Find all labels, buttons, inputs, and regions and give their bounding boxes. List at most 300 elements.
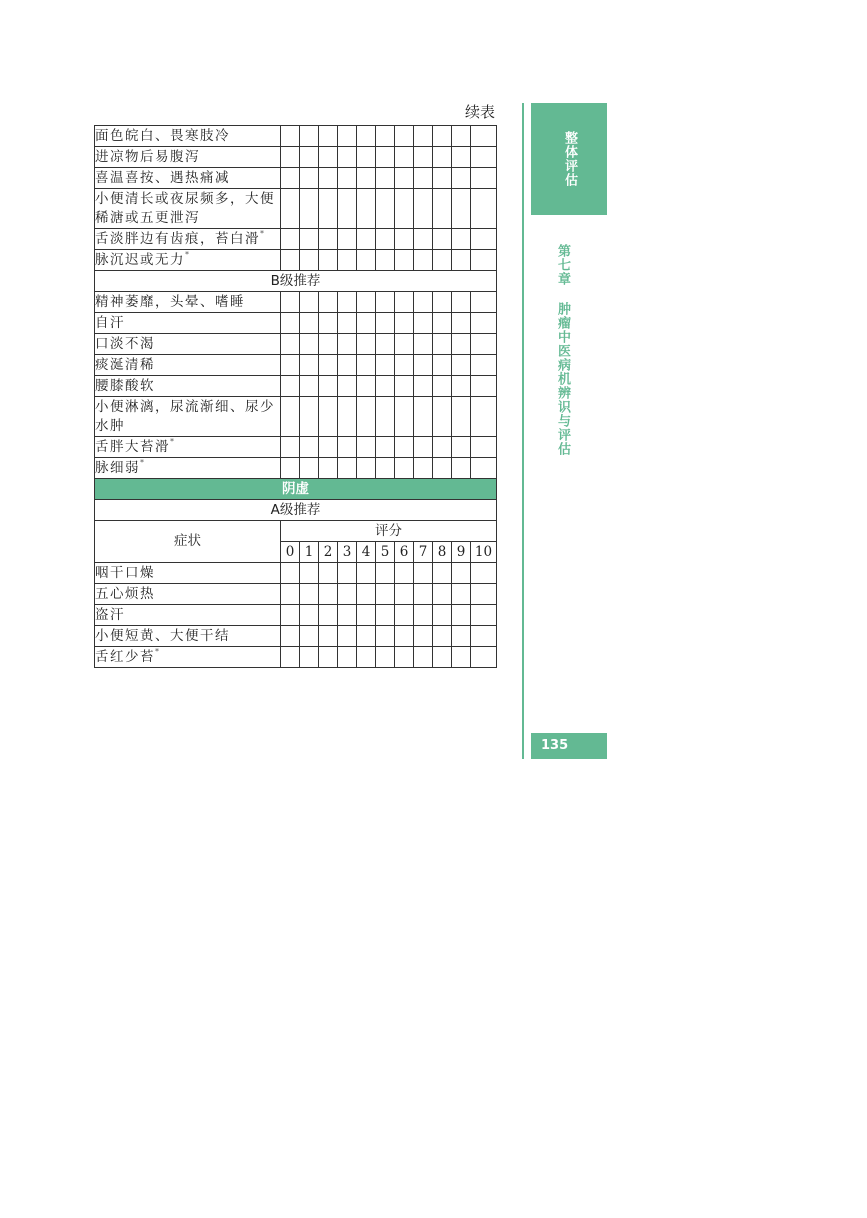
chapter-title: 肿瘤中医病机辨识与评估 (555, 302, 570, 456)
score-cell[interactable] (357, 458, 376, 479)
score-cell[interactable] (471, 313, 497, 334)
symptom-cell (95, 584, 281, 605)
section-title: 阴虚 (95, 479, 497, 500)
score-cell[interactable] (414, 250, 433, 271)
table-row (95, 397, 497, 437)
symptom-cell (95, 437, 281, 458)
score-cell[interactable] (376, 376, 395, 397)
score-number: 2 (319, 542, 338, 563)
score-cell[interactable] (319, 189, 338, 229)
score-cell[interactable] (376, 626, 395, 647)
score-cell[interactable] (281, 584, 300, 605)
score-cell[interactable] (300, 250, 319, 271)
score-cell[interactable] (433, 605, 452, 626)
a-recommend-label: A级推荐 (95, 500, 497, 521)
score-cell[interactable] (433, 376, 452, 397)
score-cell[interactable] (338, 563, 357, 584)
score-cell[interactable] (338, 229, 357, 250)
score-cell[interactable] (414, 168, 433, 189)
score-cell[interactable] (376, 334, 395, 355)
score-cell[interactable] (300, 458, 319, 479)
score-cell[interactable] (395, 189, 414, 229)
score-cell[interactable] (338, 376, 357, 397)
score-cell[interactable] (376, 229, 395, 250)
symptom-label: 脉细弱 (95, 459, 140, 476)
score-cell[interactable] (395, 563, 414, 584)
score-cell[interactable] (395, 250, 414, 271)
score-cell[interactable] (300, 334, 319, 355)
score-cell[interactable] (281, 458, 300, 479)
score-cell[interactable] (319, 584, 338, 605)
score-cell[interactable] (471, 334, 497, 355)
score-cell[interactable] (395, 292, 414, 313)
score-cell[interactable] (357, 126, 376, 147)
score-cell[interactable] (357, 168, 376, 189)
symptom-cell (95, 168, 281, 189)
symptom-label: 小便短黄、大便干结 (95, 627, 230, 644)
score-cell[interactable] (433, 397, 452, 437)
score-cell[interactable] (395, 647, 414, 668)
score-cell[interactable] (357, 313, 376, 334)
score-cell[interactable] (376, 168, 395, 189)
score-cell[interactable] (452, 334, 471, 355)
symptom-cell (95, 458, 281, 479)
score-cell[interactable] (471, 397, 497, 437)
score-cell[interactable] (338, 313, 357, 334)
symptom-label: 喜温喜按、遇热痛减 (95, 169, 230, 186)
score-cell[interactable] (357, 292, 376, 313)
score-cell[interactable] (395, 397, 414, 437)
score-cell[interactable] (338, 437, 357, 458)
score-cell[interactable] (319, 437, 338, 458)
score-cell[interactable] (414, 437, 433, 458)
score-cell[interactable] (414, 313, 433, 334)
symptom-label: 进凉物后易腹泻 (95, 148, 200, 165)
asterisk-mark: * (155, 646, 161, 656)
score-cell[interactable] (452, 605, 471, 626)
score-cell[interactable] (414, 626, 433, 647)
score-cell[interactable] (300, 647, 319, 668)
score-cell[interactable] (281, 563, 300, 584)
score-cell[interactable] (319, 626, 338, 647)
score-cell[interactable] (433, 626, 452, 647)
sidebar-chapter (555, 244, 571, 456)
score-cell[interactable] (281, 397, 300, 437)
table-row (95, 168, 497, 189)
score-cell[interactable] (281, 189, 300, 229)
symptom-cell (95, 313, 281, 334)
score-cell[interactable] (300, 229, 319, 250)
table-row (95, 355, 497, 376)
score-cell[interactable] (433, 563, 452, 584)
score-cell[interactable] (300, 126, 319, 147)
symptom-cell (95, 229, 281, 250)
sidebar-section-tab (531, 103, 607, 215)
score-cell[interactable] (471, 229, 497, 250)
score-cell[interactable] (300, 563, 319, 584)
score-header: 评分 (281, 521, 497, 542)
symptom-label: 小便淋漓，尿流渐细、尿少水肿 (95, 398, 275, 434)
asterisk-mark: * (140, 457, 146, 467)
score-cell[interactable] (433, 584, 452, 605)
score-cell[interactable] (376, 647, 395, 668)
score-cell[interactable] (281, 313, 300, 334)
score-cell[interactable] (452, 397, 471, 437)
symptom-label: 精神萎靡，头晕、嗜睡 (95, 293, 245, 310)
score-cell[interactable] (338, 584, 357, 605)
score-number: 1 (300, 542, 319, 563)
score-cell[interactable] (452, 229, 471, 250)
score-cell[interactable] (452, 147, 471, 168)
table-row (95, 334, 497, 355)
score-cell[interactable] (452, 126, 471, 147)
score-cell[interactable] (395, 168, 414, 189)
score-cell[interactable] (319, 250, 338, 271)
score-cell[interactable] (471, 437, 497, 458)
score-cell[interactable] (376, 147, 395, 168)
score-cell[interactable] (452, 437, 471, 458)
score-cell[interactable] (300, 397, 319, 437)
score-cell[interactable] (452, 168, 471, 189)
score-cell[interactable] (357, 584, 376, 605)
table-row (95, 250, 497, 271)
score-cell[interactable] (376, 189, 395, 229)
section-header-row (95, 479, 497, 500)
score-number: 6 (395, 542, 414, 563)
table-row (95, 626, 497, 647)
symptom-label: 口淡不渴 (95, 335, 155, 352)
score-cell[interactable] (395, 626, 414, 647)
score-cell[interactable] (357, 437, 376, 458)
score-cell[interactable] (414, 126, 433, 147)
sidebar-divider (522, 103, 524, 759)
score-cell[interactable] (414, 397, 433, 437)
score-number: 4 (357, 542, 376, 563)
score-cell[interactable] (319, 458, 338, 479)
score-cell[interactable] (281, 147, 300, 168)
score-cell[interactable] (433, 229, 452, 250)
score-cell[interactable] (376, 126, 395, 147)
symptom-label: 脉沉迟或无力 (95, 251, 185, 268)
symptom-label: 面色皖白、畏寒肢冷 (95, 127, 230, 144)
score-cell[interactable] (471, 189, 497, 229)
symptom-label: 舌淡胖边有齿痕，苔白滑 (95, 230, 260, 247)
score-cell[interactable] (319, 168, 338, 189)
score-cell[interactable] (414, 647, 433, 668)
score-cell[interactable] (338, 126, 357, 147)
score-cell[interactable] (338, 626, 357, 647)
score-cell[interactable] (319, 355, 338, 376)
score-cell[interactable] (471, 168, 497, 189)
score-number: 3 (338, 542, 357, 563)
score-cell[interactable] (471, 147, 497, 168)
score-cell[interactable] (338, 334, 357, 355)
score-cell[interactable] (471, 292, 497, 313)
score-cell[interactable] (471, 584, 497, 605)
score-cell[interactable] (452, 458, 471, 479)
score-cell[interactable] (395, 437, 414, 458)
score-cell[interactable] (395, 355, 414, 376)
score-cell[interactable] (395, 313, 414, 334)
table-row (95, 147, 497, 168)
score-cell[interactable] (452, 647, 471, 668)
score-cell[interactable] (433, 334, 452, 355)
score-cell[interactable] (300, 168, 319, 189)
score-cell[interactable] (281, 126, 300, 147)
score-cell[interactable] (357, 647, 376, 668)
symptom-label: 小便清长或夜尿频多，大便稀溏或五更泄泻 (95, 190, 275, 226)
table-row (95, 376, 497, 397)
score-cell[interactable] (376, 458, 395, 479)
score-cell[interactable] (452, 355, 471, 376)
symptom-label: 咽干口燥 (95, 564, 155, 581)
score-cell[interactable] (338, 168, 357, 189)
score-cell[interactable] (414, 147, 433, 168)
score-cell[interactable] (281, 334, 300, 355)
score-cell[interactable] (471, 250, 497, 271)
score-cell[interactable] (338, 189, 357, 229)
score-cell[interactable] (281, 647, 300, 668)
score-cell[interactable] (300, 292, 319, 313)
score-cell[interactable] (452, 563, 471, 584)
score-cell[interactable] (300, 313, 319, 334)
sidebar-section-label: 整体评估 (562, 131, 577, 187)
symptom-label: 自汗 (95, 314, 125, 331)
score-cell[interactable] (319, 313, 338, 334)
score-cell[interactable] (376, 355, 395, 376)
score-cell[interactable] (357, 605, 376, 626)
score-cell[interactable] (281, 292, 300, 313)
score-cell[interactable] (300, 605, 319, 626)
score-cell[interactable] (338, 250, 357, 271)
score-cell[interactable] (319, 647, 338, 668)
page-number: 135 (531, 733, 607, 759)
score-cell[interactable] (395, 229, 414, 250)
score-cell[interactable] (376, 397, 395, 437)
table-row (95, 605, 497, 626)
score-cell[interactable] (319, 147, 338, 168)
symptom-cell (95, 250, 281, 271)
score-cell[interactable] (319, 126, 338, 147)
score-cell[interactable] (300, 626, 319, 647)
score-cell[interactable] (471, 376, 497, 397)
score-cell[interactable] (471, 458, 497, 479)
score-cell[interactable] (319, 563, 338, 584)
score-cell[interactable] (414, 605, 433, 626)
score-cell[interactable] (281, 376, 300, 397)
score-number: 10 (471, 542, 497, 563)
table-row (95, 313, 497, 334)
asterisk-mark: * (170, 436, 176, 446)
symptom-label: 痰涎清稀 (95, 356, 155, 373)
score-cell[interactable] (319, 292, 338, 313)
b-recommend-label: B级推荐 (95, 271, 497, 292)
score-cell[interactable] (281, 355, 300, 376)
table-row (95, 647, 497, 668)
score-cell[interactable] (452, 189, 471, 229)
score-cell[interactable] (376, 584, 395, 605)
table-row (95, 292, 497, 313)
score-cell[interactable] (452, 313, 471, 334)
score-cell[interactable] (338, 292, 357, 313)
score-cell[interactable] (395, 376, 414, 397)
score-cell[interactable] (338, 355, 357, 376)
score-cell[interactable] (376, 605, 395, 626)
score-cell[interactable] (300, 376, 319, 397)
score-cell[interactable] (319, 397, 338, 437)
score-cell[interactable] (414, 292, 433, 313)
score-cell[interactable] (300, 355, 319, 376)
score-cell[interactable] (433, 313, 452, 334)
score-cell[interactable] (281, 250, 300, 271)
symptom-label: 盗汗 (95, 606, 125, 623)
symptom-cell (95, 605, 281, 626)
score-cell[interactable] (433, 647, 452, 668)
score-cell[interactable] (357, 563, 376, 584)
table-row (95, 584, 497, 605)
score-cell[interactable] (300, 189, 319, 229)
table-row (95, 229, 497, 250)
score-cell[interactable] (281, 437, 300, 458)
symptom-header: 症状 (95, 521, 281, 563)
symptom-cell (95, 189, 281, 229)
score-cell[interactable] (319, 334, 338, 355)
asterisk-mark: * (260, 228, 266, 238)
score-cell[interactable] (452, 626, 471, 647)
score-cell[interactable] (281, 605, 300, 626)
score-cell[interactable] (471, 647, 497, 668)
symptom-label: 腰膝酸软 (95, 377, 155, 394)
symptom-cell (95, 647, 281, 668)
symptom-cell (95, 376, 281, 397)
score-cell[interactable] (414, 584, 433, 605)
score-cell[interactable] (357, 250, 376, 271)
score-cell[interactable] (471, 626, 497, 647)
score-number: 9 (452, 542, 471, 563)
score-cell[interactable] (471, 126, 497, 147)
score-cell[interactable] (319, 376, 338, 397)
score-cell[interactable] (395, 605, 414, 626)
asterisk-mark: * (185, 249, 191, 259)
score-cell[interactable] (357, 334, 376, 355)
score-cell[interactable] (433, 250, 452, 271)
score-cell[interactable] (300, 584, 319, 605)
symptom-cell (95, 147, 281, 168)
score-cell[interactable] (414, 189, 433, 229)
score-cell[interactable] (281, 229, 300, 250)
score-cell[interactable] (395, 126, 414, 147)
score-cell[interactable] (452, 584, 471, 605)
score-cell[interactable] (357, 355, 376, 376)
score-cell[interactable] (471, 355, 497, 376)
chapter-number: 第七章 (555, 244, 570, 286)
score-cell[interactable] (414, 229, 433, 250)
score-number: 7 (414, 542, 433, 563)
score-cell[interactable] (452, 376, 471, 397)
score-cell[interactable] (357, 376, 376, 397)
score-cell[interactable] (357, 229, 376, 250)
score-cell[interactable] (395, 334, 414, 355)
score-cell[interactable] (414, 334, 433, 355)
symptom-label: 舌胖大苔滑 (95, 438, 170, 455)
score-cell[interactable] (357, 626, 376, 647)
score-cell[interactable] (395, 584, 414, 605)
symptom-cell (95, 355, 281, 376)
score-cell[interactable] (395, 147, 414, 168)
recommend-row-b (95, 271, 497, 292)
score-cell[interactable] (376, 563, 395, 584)
symptom-cell (95, 126, 281, 147)
score-cell[interactable] (414, 355, 433, 376)
table-row (95, 437, 497, 458)
score-cell[interactable] (433, 147, 452, 168)
score-cell[interactable] (338, 397, 357, 437)
score-cell[interactable] (433, 292, 452, 313)
score-cell[interactable] (414, 563, 433, 584)
score-cell[interactable] (300, 147, 319, 168)
score-cell[interactable] (376, 250, 395, 271)
score-cell[interactable] (319, 229, 338, 250)
score-cell[interactable] (338, 647, 357, 668)
score-number: 8 (433, 542, 452, 563)
table-row (95, 563, 497, 584)
symptom-label: 五心烦热 (95, 585, 155, 602)
score-cell[interactable] (433, 189, 452, 229)
score-cell[interactable] (471, 563, 497, 584)
score-cell[interactable] (452, 292, 471, 313)
score-cell[interactable] (395, 458, 414, 479)
score-cell[interactable] (357, 147, 376, 168)
recommend-row-a (95, 500, 497, 521)
score-cell[interactable] (433, 355, 452, 376)
score-cell[interactable] (414, 458, 433, 479)
score-cell[interactable] (433, 168, 452, 189)
header-row-1 (95, 521, 497, 542)
score-cell[interactable] (433, 437, 452, 458)
score-cell[interactable] (281, 626, 300, 647)
score-cell[interactable] (300, 437, 319, 458)
score-cell[interactable] (433, 126, 452, 147)
symptom-cell (95, 626, 281, 647)
table-row (95, 189, 497, 229)
score-cell[interactable] (452, 250, 471, 271)
symptom-cell (95, 563, 281, 584)
score-cell[interactable] (357, 397, 376, 437)
score-cell[interactable] (376, 437, 395, 458)
table-row (95, 126, 497, 147)
score-cell[interactable] (357, 189, 376, 229)
score-cell[interactable] (281, 168, 300, 189)
score-cell[interactable] (376, 292, 395, 313)
score-cell[interactable] (319, 605, 338, 626)
symptom-score-table (94, 125, 497, 668)
score-cell[interactable] (433, 458, 452, 479)
score-number: 0 (281, 542, 300, 563)
table-caption: 续表 (464, 103, 495, 121)
score-cell[interactable] (338, 147, 357, 168)
symptom-cell (95, 292, 281, 313)
symptom-cell (95, 397, 281, 437)
score-cell[interactable] (471, 605, 497, 626)
score-cell[interactable] (414, 376, 433, 397)
score-number: 5 (376, 542, 395, 563)
symptom-cell (95, 334, 281, 355)
score-cell[interactable] (376, 313, 395, 334)
score-cell[interactable] (338, 458, 357, 479)
score-cell[interactable] (338, 605, 357, 626)
table-row (95, 458, 497, 479)
symptom-label: 舌红少苔 (95, 648, 155, 665)
